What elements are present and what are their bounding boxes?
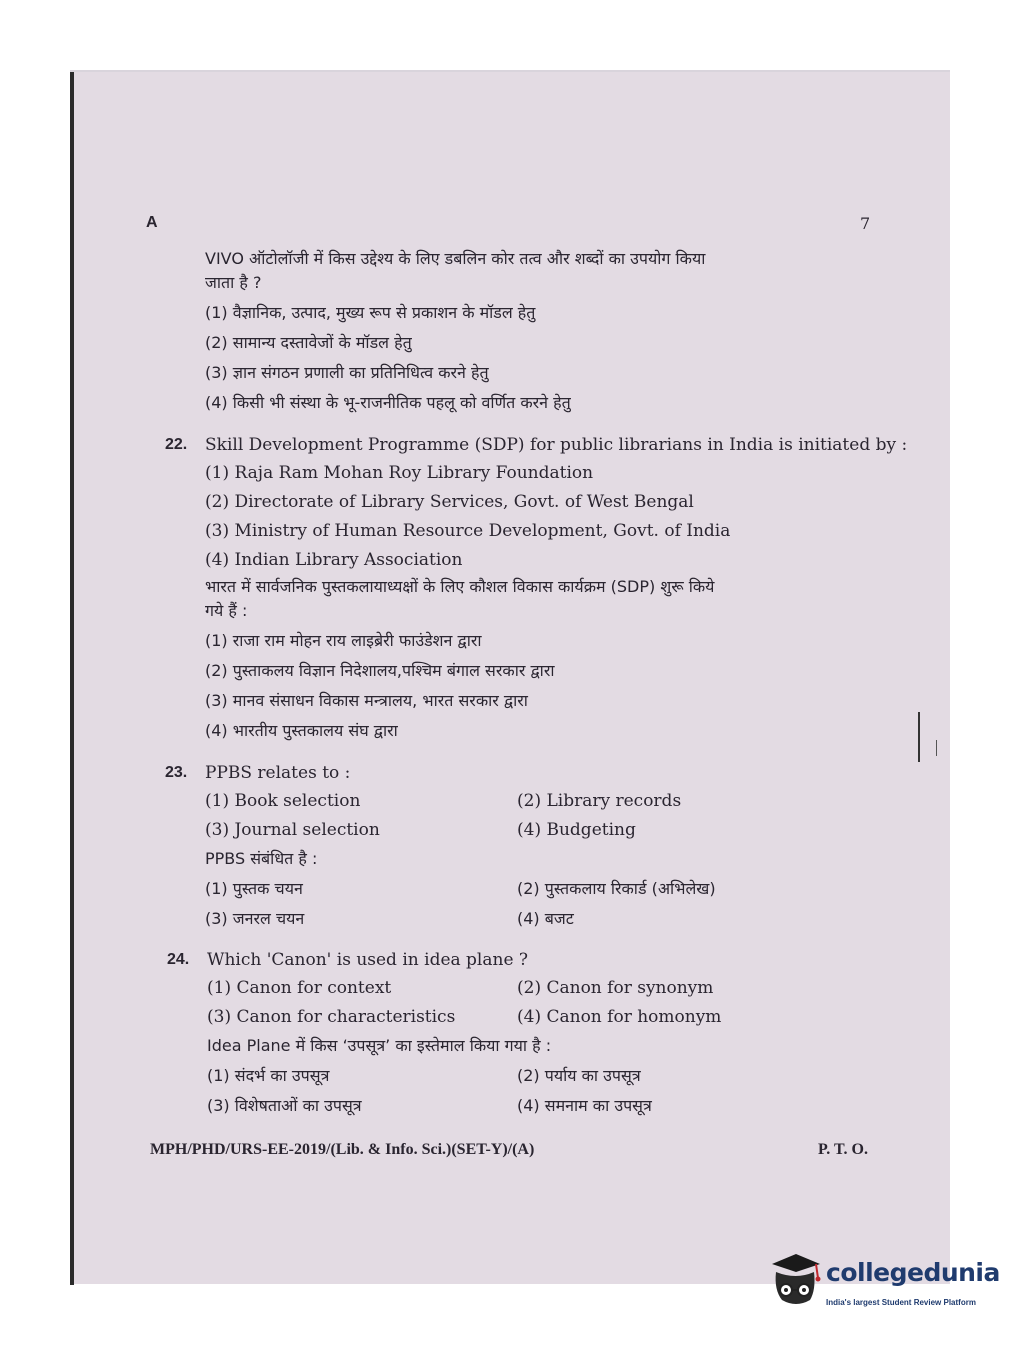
- margin-mark: [918, 712, 920, 762]
- q23-hindi-option-3: (3) जनरल चयन: [205, 909, 305, 928]
- q22-hindi-question-line-2: गये हैं :: [205, 601, 248, 620]
- question-number: 24.: [167, 951, 190, 968]
- q23-english-option-4: (4) Budgeting: [517, 820, 636, 840]
- q22-hindi-question-line-1: भारत में सार्वजनिक पुस्तकलायाध्यक्षों के लिए कौशल विकास कार्यक्रम (SDP) शुरू किये: [205, 577, 715, 596]
- q23-hindi-option-1: (1) पुस्तक चयन: [205, 879, 303, 898]
- q21-hindi-option-2: (2) सामान्य दस्तावेजों के मॉडल हेतु: [205, 333, 412, 352]
- q22-hindi-option-1: (1) राजा राम मोहन राय लाइब्रेरी फाउंडेशन द्वारा: [205, 631, 482, 650]
- q21-hindi-question-line-1: VIVO ऑटोलॉजी में किस उद्देश्य के लिए डबलिन कोर तत्व और शब्दों का उपयोग किया: [205, 249, 706, 268]
- q22-hindi-option-4: (4) भारतीय पुस्तकालय संघ द्वारा: [205, 721, 398, 740]
- q22-english-question: Skill Development Programme (SDP) for public librarians in India is initiated by :: [205, 435, 908, 455]
- q24-hindi-option-3: (3) विशेषताओं का उपसूत्र: [207, 1096, 362, 1115]
- logo-wordmark: collegedunia: [826, 1258, 1000, 1287]
- page-number: 7: [860, 214, 871, 233]
- q23-english-question: PPBS relates to :: [205, 763, 351, 783]
- q23-hindi-question: PPBS संबंधित है :: [205, 849, 318, 868]
- q24-hindi-option-1: (1) संदर्भ का उपसूत्र: [207, 1066, 330, 1085]
- q23-english-option-1: (1) Book selection: [205, 791, 361, 811]
- q23-english-option-2: (2) Library records: [517, 791, 682, 811]
- q23-hindi-option-2: (2) पुस्तकलाय रिकार्ड (अभिलेख): [517, 879, 716, 898]
- question-number: 23.: [165, 764, 188, 781]
- q22-english-option-4: (4) Indian Library Association: [205, 550, 463, 570]
- q22-english-option-1: (1) Raja Ram Mohan Roy Library Foundation: [205, 463, 594, 483]
- q23-english-option-3: (3) Journal selection: [205, 820, 380, 840]
- q21-hindi-option-3: (3) ज्ञान संगठन प्रणाली का प्रतिनिधित्व करने हेतु: [205, 363, 489, 382]
- q21-hindi-option-1: (1) वैज्ञानिक, उत्पाद, मुख्य रूप से प्रकाशन के मॉडल हेतु: [205, 303, 536, 322]
- q24-english-option-2: (2) Canon for synonym: [517, 978, 714, 998]
- question-number: 22.: [165, 436, 188, 453]
- please-turn-over: P. T. O.: [818, 1141, 868, 1158]
- mascot-icon: [768, 1250, 824, 1320]
- q24-english-option-4: (4) Canon for homonym: [517, 1007, 722, 1027]
- logo-tagline: India's largest Student Review Platform: [826, 1298, 976, 1307]
- q21-hindi-option-4: (4) किसी भी संस्था के भू-राजनीतिक पहलू को वर्णित करने हेतु: [205, 393, 571, 412]
- q24-hindi-option-2: (2) पर्याय का उपसूत्र: [517, 1066, 641, 1085]
- q22-english-option-3: (3) Ministry of Human Resource Development, Govt. of India: [205, 521, 731, 541]
- q24-english-option-3: (3) Canon for characteristics: [207, 1007, 456, 1027]
- q22-hindi-option-3: (3) मानव संसाधन विकास मन्त्रालय, भारत सरकार द्वारा: [205, 691, 528, 710]
- q24-english-question: Which 'Canon' is used in idea plane ?: [207, 950, 529, 970]
- q24-hindi-option-4: (4) समनाम का उपसूत्र: [517, 1096, 652, 1115]
- paper-code: MPH/PHD/URS-EE-2019/(Lib. & Info. Sci.)(SET-Y)/(A): [150, 1141, 535, 1158]
- q21-hindi-question-line-2: जाता है ?: [205, 273, 262, 292]
- q22-hindi-option-2: (2) पुस्ताकलय विज्ञान निदेशालय,पश्चिम बंगाल सरकार द्वारा: [205, 661, 555, 680]
- q22-english-option-2: (2) Directorate of Library Services, Govt. of West Bengal: [205, 492, 694, 512]
- collegedunia-logo: [768, 1250, 998, 1320]
- q23-hindi-option-4: (4) बजट: [517, 909, 574, 928]
- q24-english-option-1: (1) Canon for context: [207, 978, 392, 998]
- margin-mark: [936, 740, 937, 756]
- q24-hindi-question: Idea Plane में किस ‘उपसूत्र’ का इस्तेमाल किया गया है :: [207, 1036, 552, 1055]
- page-set-letter: A: [146, 214, 158, 231]
